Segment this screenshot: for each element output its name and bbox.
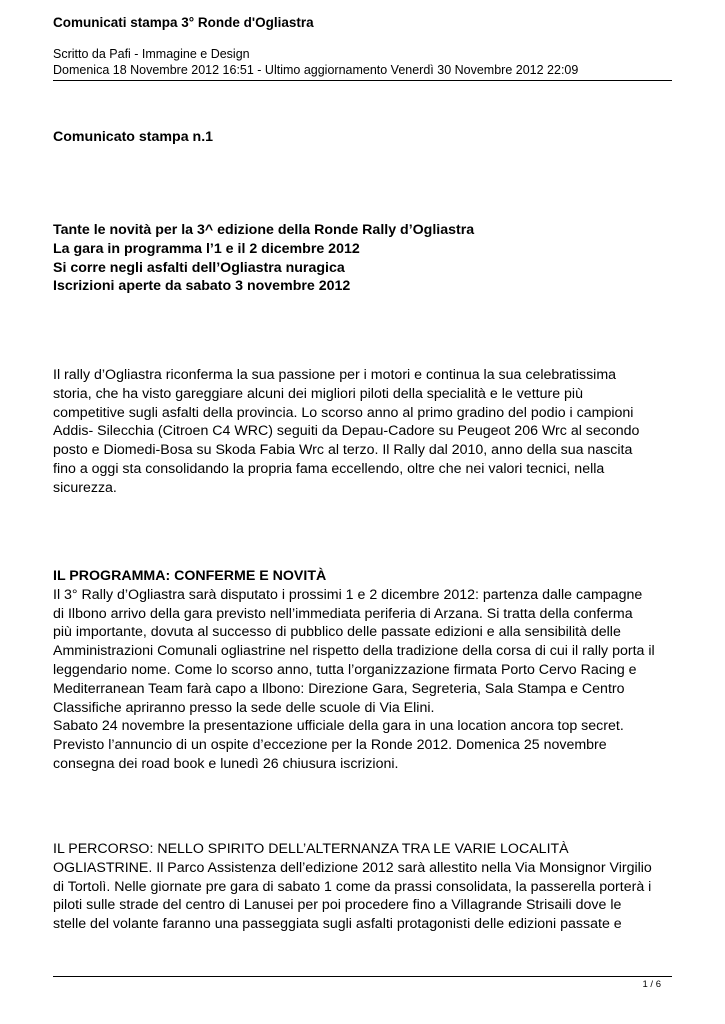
text-line: Il 3° Rally d’Ogliastra sarà disputato i prossimi 1 e 2 dicembre 2012: partenza dalle campagne (53, 586, 643, 603)
text-line: sicurezza. (53, 479, 117, 496)
header-divider (53, 80, 672, 81)
headline-line: La gara in programma l’1 e il 2 dicembre 2012 (53, 240, 360, 257)
headline-line: Si corre negli asfalti dell’Ogliastra nuragica (53, 259, 345, 276)
text-line: IL PERCORSO: NELLO SPIRITO DELL’ALTERNANZA TRA LE VARIE LOCALITÀ (53, 841, 569, 857)
text-line: consegna dei road book e lunedì 26 chiusura iscrizioni. (53, 755, 399, 772)
text-line: storia, che ha visto gareggiare alcuni dei migliori piloti della specialità e le vetture più (53, 385, 583, 402)
text-line: piloti sulle strade del centro di Lanusei per poi procedere fino a Villagrande Strisaili dove le (53, 897, 622, 914)
dates-line: Domenica 18 Novembre 2012 16:51 - Ultimo aggiornamento Venerdì 30 Novembre 2012 22:09 (53, 63, 579, 77)
programma-section (53, 567, 678, 774)
text-line: Sabato 24 novembre la presentazione ufficiale della gara in una location ancora top secret. (53, 718, 624, 735)
headline-line: Tante le novità per la 3^ edizione della Ronde Rally d’Ogliastra (53, 222, 475, 238)
page-number: 1 / 6 (642, 979, 661, 990)
text-line: competitive sugli asfalti della provincia. Lo scorso anno al primo gradino del podio i campioni (53, 404, 634, 421)
percorso-section (53, 840, 678, 934)
text-line: Classifiche apriranno presso la sede delle scuole di Via Elini. (53, 699, 435, 716)
intro-paragraph (53, 366, 678, 498)
footer-divider (53, 976, 672, 977)
text-line: Previsto l’annuncio di un ospite d’eccezione per la Ronde 2012. Domenica 25 novembre (53, 737, 607, 754)
text-line: stelle del volante faranno una passeggiata sugli asfalti protagonisti delle edizioni passate e (53, 916, 622, 933)
text-line: Il rally d’Ogliastra riconferma la sua passione per i motori e continua la sua celebratissima (53, 367, 617, 383)
author-line: Scritto da Pafi - Immagine e Design (53, 47, 250, 61)
text-line: fino a oggi sta consolidando la propria fama eccellendo, oltre che nei valori tecnici, nella (53, 460, 605, 477)
text-line: più importante, dovuta al successo di pubblico delle passate edizioni e alla sensibilità delle (53, 624, 621, 641)
headline-block (53, 221, 678, 296)
text-line: leggendario nome. Come lo scorso anno, tutta l’organizzazione firmata Porto Cervo Racing e (53, 661, 637, 678)
headline-line: Iscrizioni aperte da sabato 3 novembre 2012 (53, 278, 351, 295)
release-title: Comunicato stampa n.1 (53, 129, 214, 145)
text-line: posto e Diomedi-Bosa su Skoda Fabia Wrc al terzo. Il Rally dal 2010, anno della sua nascita (53, 442, 633, 459)
text-line: Addis- Silecchia (Citroen C4 WRC) seguiti da Depau-Cadore su Peugeot 206 Wrc al secondo (53, 423, 640, 440)
text-line: Amministrazioni Comunali ogliastrine nel rispetto della tradizione della corsa di cui il rally porta il (53, 643, 655, 660)
section-heading: IL PROGRAMMA: CONFERME E NOVITÀ (53, 568, 327, 584)
text-line: Mediterranean Team farà capo a Ilbono: Direzione Gara, Segreteria, Sala Stampa e Centro (53, 680, 625, 697)
text-line: di Ilbono arrivo della gara previsto nell’immediata periferia di Arzana. Si tratta della conferma (53, 605, 633, 622)
text-line: OGLIASTRINE. Il Parco Assistenza dell’edizione 2012 sarà allestito nella Via Monsignor Virgilio (53, 859, 652, 876)
page-title: Comunicati stampa 3° Ronde d'Ogliastra (53, 15, 314, 30)
text-line: di Tortolì. Nelle giornate pre gara di sabato 1 come da prassi consolidata, la passerella porterà i (53, 878, 652, 895)
